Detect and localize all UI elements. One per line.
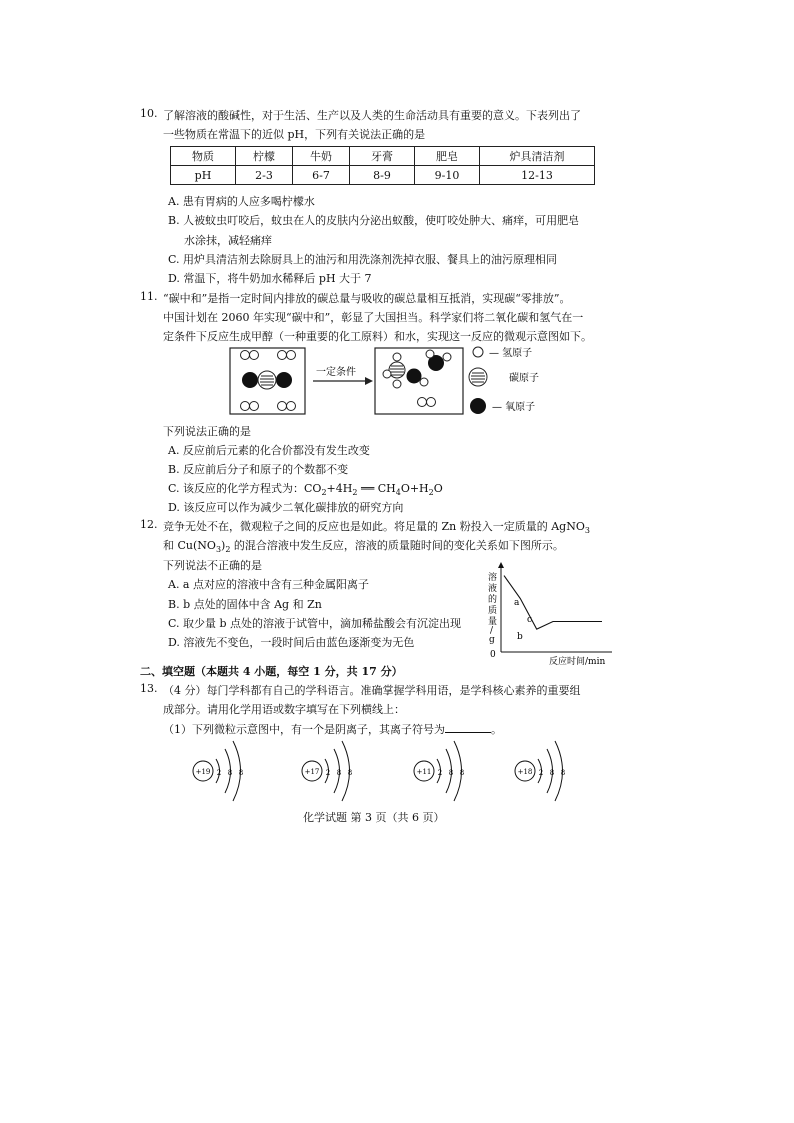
svg-text:g: g <box>489 635 495 645</box>
point-a-label: a <box>514 598 520 608</box>
q11-prompt: 下列说法正确的是 <box>163 425 251 438</box>
q13-stem-line1: （4 分）每门学科都有自己的学科语言。准确掌握学科用语，是学科核心素养的重要组 <box>163 684 581 697</box>
svg-text:2: 2 <box>437 769 443 777</box>
table-cell: pH <box>171 166 236 185</box>
svg-text:8: 8 <box>347 769 353 777</box>
hydrogen-legend-icon <box>473 347 483 357</box>
ph-table <box>170 146 595 185</box>
table-cell: 12-13 <box>480 166 595 185</box>
svg-text:质: 质 <box>488 606 498 616</box>
ph-table-value-row <box>171 166 595 185</box>
svg-text:+17: +17 <box>304 768 320 776</box>
q11-option-c: C. 该反应的化学方程式为：$CO_2+4H_2$ ══ $CH_4O+H_2O$ <box>168 482 443 498</box>
q10-stem-line1: 了解溶液的酸碱性，对于生活、生产以及人类的生命活动具有重要的意义。下表列出了 <box>163 109 581 122</box>
atom-diagram <box>515 741 565 801</box>
table-cell: 8-9 <box>350 166 415 185</box>
methanol-molecule <box>383 353 428 388</box>
svg-text:2: 2 <box>538 769 544 777</box>
q10-option-b-line1: B. 人被蚊虫叮咬后，蚊虫在人的皮肤内分泌出蚁酸，使叮咬处肿大、痛痒，可用肥皂 <box>168 214 580 227</box>
svg-text:+11: +11 <box>416 768 432 776</box>
atom-diagram <box>414 741 464 801</box>
chart-origin-label: 0 <box>490 650 496 660</box>
section-2-title: 二、填空题（本题共 4 小题，每空 1 分，共 17 分） <box>140 665 403 678</box>
carbon-legend-label: 碳原子 <box>509 373 539 384</box>
atom-diagram <box>302 741 352 801</box>
q13-subquestion-1: （1）下列微粒示意图中，有一个是阴离子，其离子符号为 。 <box>163 723 502 736</box>
table-cell: 牙膏 <box>350 147 415 166</box>
q10-option-a: A. 患有胃病的人应多喝柠檬水 <box>168 195 315 208</box>
q12-option-d: D. 溶液先不变色，一段时间后由蓝色逐渐变为无色 <box>168 636 415 649</box>
q10-option-b-line2: 水涂抹，减轻痛痒 <box>184 234 272 247</box>
chart-x-label: 反应时间/min <box>549 657 606 667</box>
q10-option-d: D. 常温下，将牛奶加水稀释后 pH 大于 7 <box>168 272 372 285</box>
table-cell: 牛奶 <box>293 147 350 166</box>
svg-text:量: 量 <box>488 617 498 627</box>
h2-molecule <box>241 402 259 411</box>
y-axis-arrow-icon <box>498 562 504 568</box>
svg-text:+18: +18 <box>517 768 533 776</box>
svg-text:8: 8 <box>336 769 342 777</box>
point-c-label: c <box>527 615 533 625</box>
table-cell: 9-10 <box>415 166 480 185</box>
svg-text:/: / <box>490 626 494 636</box>
table-cell: 2-3 <box>236 166 293 185</box>
water-molecule <box>426 350 451 371</box>
svg-text:2: 2 <box>325 769 331 777</box>
svg-text:8: 8 <box>448 769 454 777</box>
q11-number: 11. <box>140 290 158 303</box>
chart-ylabel <box>488 571 497 645</box>
q11-stem-line2: 中国计划在 2060 年实现“碳中和”，彰显了大国担当。科学家们将二氧化碳和氢气在一 <box>163 311 584 324</box>
q12-option-a: A. a 点对应的溶液中含有三种金属阳离子 <box>168 578 369 591</box>
q10-number: 10. <box>140 107 158 120</box>
h2-molecule <box>241 351 259 360</box>
h2-molecule <box>278 351 296 360</box>
q10-stem-line2: 一些物质在常温下的近似 pH，下列有关说法正确的是 <box>163 128 426 141</box>
table-cell: 肥皂 <box>415 147 480 166</box>
svg-text:8: 8 <box>560 769 566 777</box>
oxygen-legend-icon <box>470 398 486 414</box>
carbon-legend-icon <box>469 368 487 386</box>
answer-blank[interactable] <box>445 722 491 733</box>
oxygen-legend-label: — 氧原子 <box>492 402 536 413</box>
solution-mass-chart <box>484 560 644 668</box>
q12-option-c: C. 取少量 b 点处的溶液于试管中，滴加稀盐酸会有沉淀出现 <box>168 617 462 630</box>
arrow-head <box>365 377 373 385</box>
q12-stem-line1: 竞争无处不在，微观粒子之间的反应也是如此。将足量的 Zn 粉投入一定质量的 AgNO$_3$ <box>163 520 590 536</box>
svg-text:8: 8 <box>227 769 233 777</box>
svg-text:+19: +19 <box>195 768 211 776</box>
svg-text:2: 2 <box>216 769 222 777</box>
q12-option-b: B. b 点处的固体中含 Ag 和 Zn <box>168 598 322 611</box>
atom-diagram <box>193 741 243 801</box>
page-footer: 化学试题 第 3 页（共 6 页） <box>303 811 445 824</box>
table-cell: 物质 <box>171 147 236 166</box>
q10-option-c: C. 用炉具清洁剂去除厨具上的油污和用洗涤剂洗掉衣服、餐具上的油污原理相同 <box>168 253 558 266</box>
svg-text:8: 8 <box>549 769 555 777</box>
q12-number: 12. <box>140 518 158 531</box>
q13-number: 13. <box>140 682 158 695</box>
ph-table-header-row <box>171 147 595 166</box>
q11-option-d: D. 该反应可以作为减少二氧化碳排放的研究方向 <box>168 501 404 514</box>
reaction-microscopic-diagram <box>225 344 565 416</box>
arrow-condition-label: 一定条件 <box>316 367 356 378</box>
h2-molecule <box>418 398 436 407</box>
co2-molecule <box>242 371 292 389</box>
svg-text:溶: 溶 <box>488 573 498 583</box>
q11-option-a: A. 反应前后元素的化合价都没有发生改变 <box>168 444 370 457</box>
q11-stem-line1: “碳中和”是指一定时间内排放的碳总量与吸收的碳总量相互抵消，实现碳“零排放”。 <box>163 292 571 305</box>
table-cell: 炉具清洁剂 <box>480 147 595 166</box>
q13-stem-line2: 成部分。请用化学用语或数字填写在下列横线上： <box>163 703 405 716</box>
q12-stem-line2: 和 $Cu(NO_3)_2$ 的混合溶液中发生反应，溶液的质量随时间的变化关系如下图所示。 <box>163 539 564 555</box>
svg-text:的: 的 <box>488 595 498 605</box>
point-b-label: b <box>517 632 523 642</box>
hydrogen-legend-label: — 氢原子 <box>489 348 533 359</box>
atom-structure-diagrams <box>185 738 605 804</box>
q11-stem-line3: 定条件下反应生成甲醇（一种重要的化工原料）和水，实现这一反应的微观示意图如下。 <box>163 330 592 343</box>
svg-text:8: 8 <box>459 769 465 777</box>
svg-text:液: 液 <box>488 584 498 594</box>
table-cell: 柠檬 <box>236 147 293 166</box>
q12-prompt: 下列说法不正确的是 <box>163 559 262 572</box>
h2-molecule <box>278 402 296 411</box>
svg-text:8: 8 <box>238 769 244 777</box>
table-cell: 6-7 <box>293 166 350 185</box>
q11-option-b: B. 反应前后分子和原子的个数都不变 <box>168 463 349 476</box>
